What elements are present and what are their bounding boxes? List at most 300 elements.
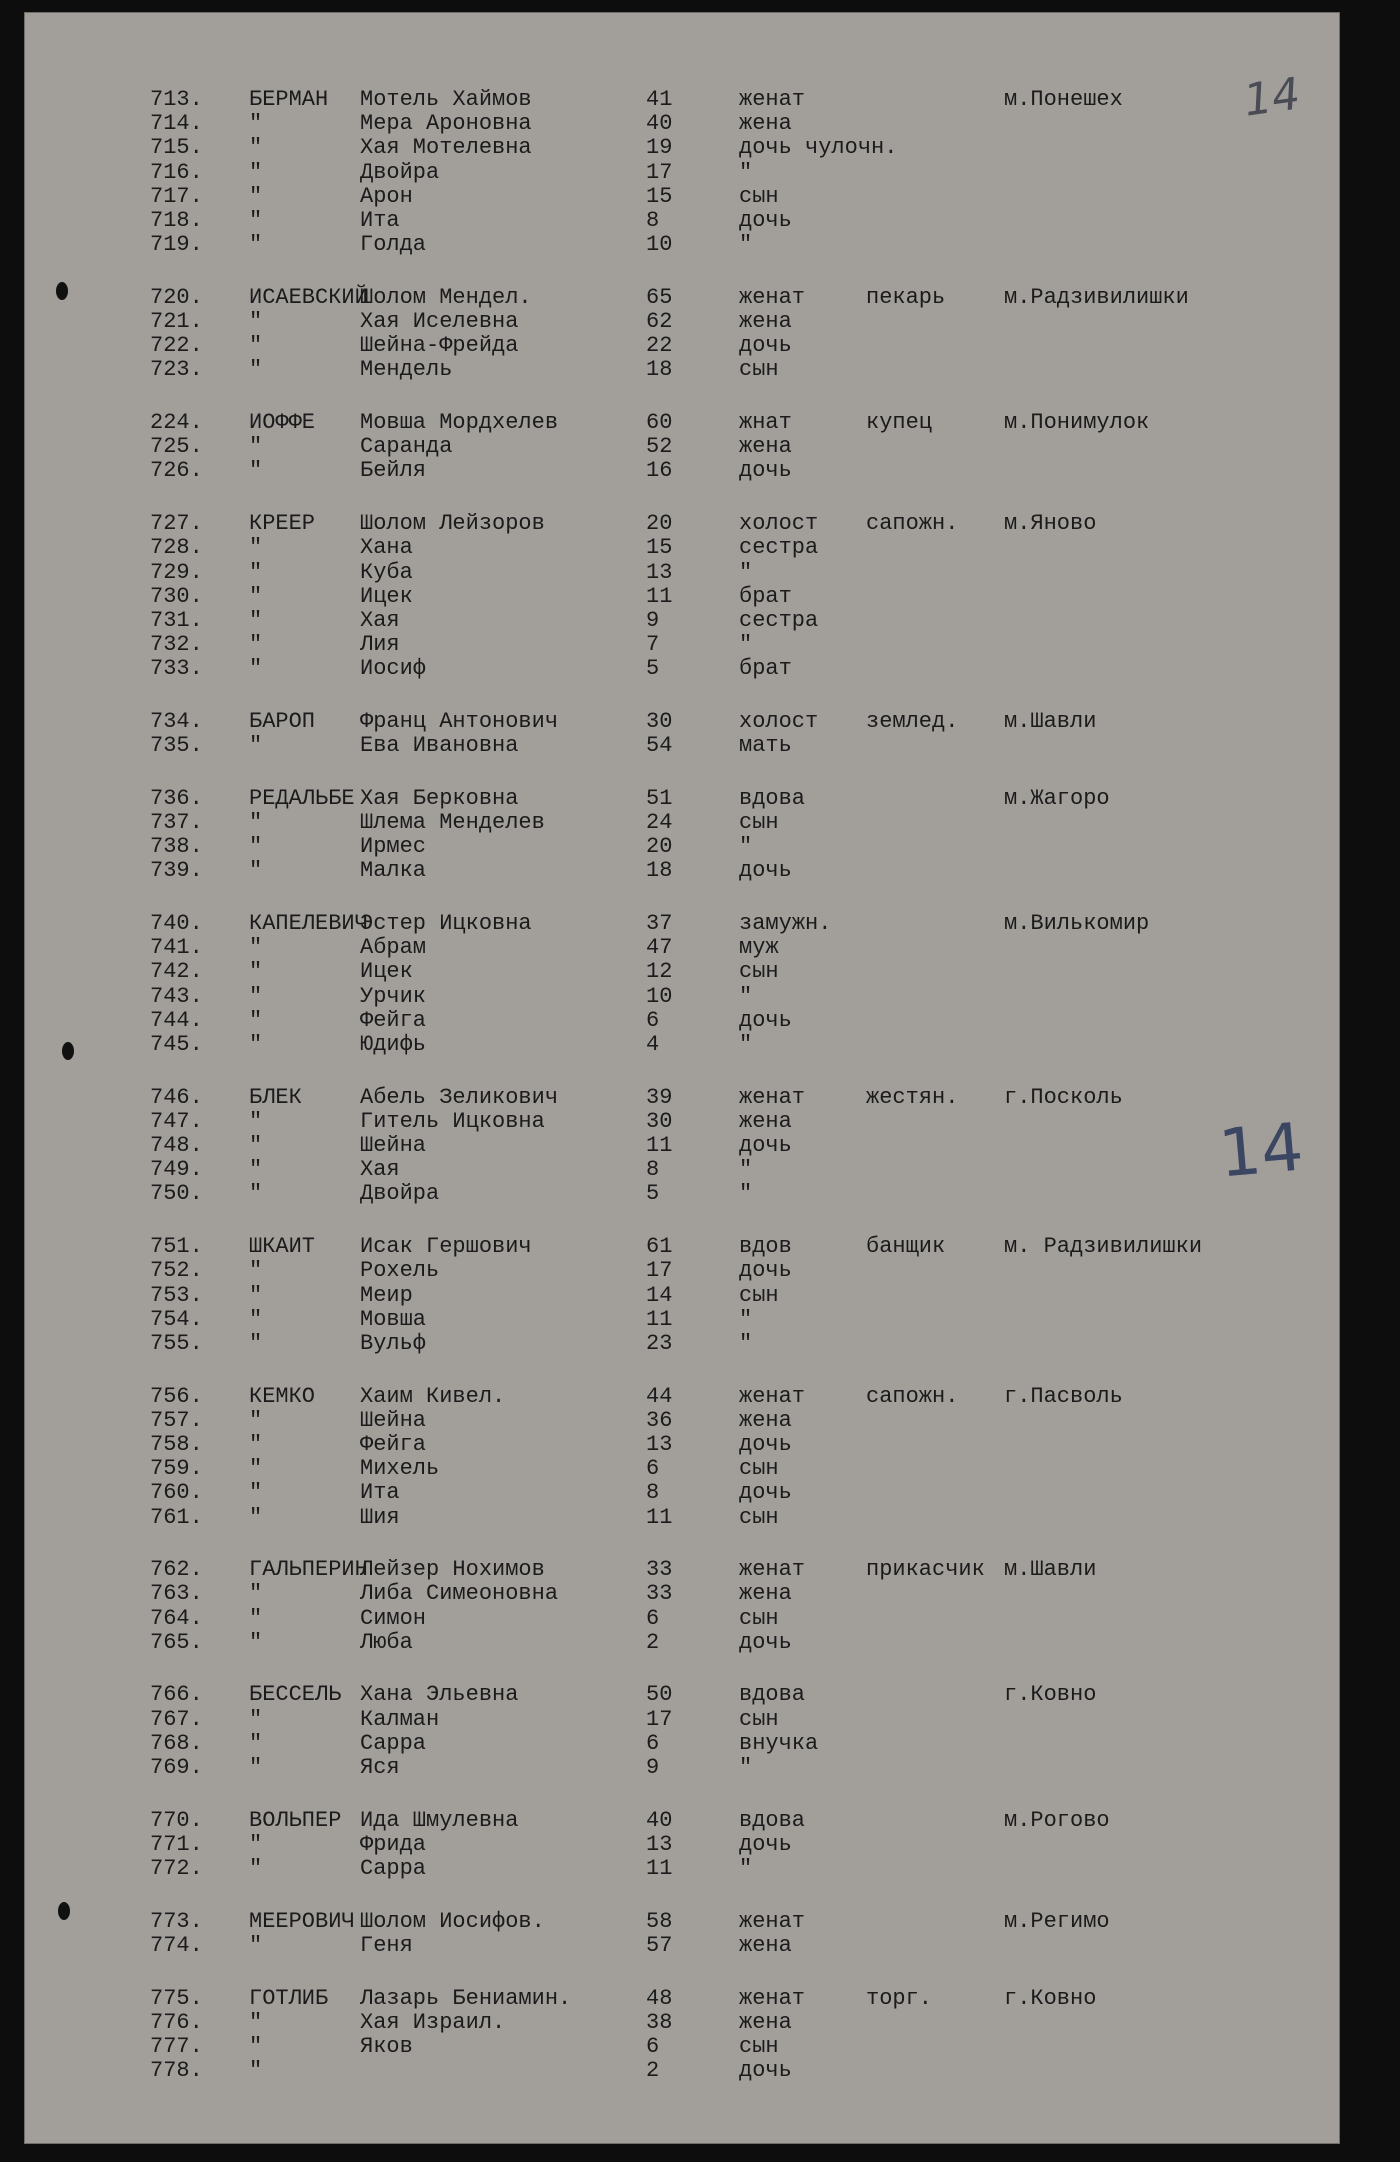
relation: сын	[739, 1706, 779, 1732]
family-group	[24, 286, 1340, 383]
place-of-origin: м.Понешех	[1004, 87, 1123, 112]
register-row	[24, 1910, 1340, 1934]
relation: женат	[739, 1908, 806, 1934]
entry-number: 753.	[150, 1282, 203, 1308]
entry-number: 728.	[150, 535, 203, 561]
surname: "	[249, 458, 263, 484]
register-row	[24, 1110, 1340, 1134]
given-name: Хая Мотелевна	[360, 135, 532, 161]
relation: сын	[739, 810, 779, 835]
age: 18	[646, 858, 673, 884]
entry-number: 727.	[150, 511, 203, 537]
entry-number: 776.	[150, 2009, 203, 2035]
entry-number: 749.	[150, 1157, 203, 1183]
age: 61	[646, 1234, 673, 1260]
relation: дочь	[739, 1831, 792, 1857]
age: 5	[646, 1181, 660, 1207]
entry-number: 748.	[150, 1133, 203, 1159]
relation: сын	[739, 1605, 779, 1631]
entry-number: 757.	[150, 1407, 203, 1433]
age: 13	[646, 559, 673, 585]
surname: "	[249, 1282, 263, 1308]
surname: "	[249, 858, 263, 884]
entry-number: 745.	[150, 1032, 203, 1057]
age: 62	[646, 309, 673, 334]
entry-number: 754.	[150, 1306, 203, 1332]
given-name: Хая Израил.	[360, 2009, 506, 2035]
register-row	[24, 1934, 1340, 1958]
given-name: Голда	[360, 232, 427, 258]
age: 11	[646, 583, 673, 609]
entry-number: 734.	[150, 708, 203, 734]
age: 37	[646, 911, 673, 937]
family-group	[24, 1809, 1340, 1882]
given-name: Куба	[360, 559, 413, 585]
given-name: Сарра	[360, 1856, 427, 1882]
entry-number: 765.	[150, 1629, 203, 1655]
given-name: Хана Эльевна	[360, 1682, 519, 1708]
entry-number: 746.	[150, 1084, 203, 1110]
surname: "	[249, 607, 263, 633]
relation: дочь	[739, 1258, 792, 1284]
given-name: Мовша Мордхелев	[360, 410, 559, 436]
given-name: Ита	[360, 1480, 400, 1506]
relation: замужн.	[739, 911, 832, 937]
surname: "	[249, 1108, 263, 1134]
register-row	[24, 310, 1340, 334]
given-name: Ита	[360, 207, 400, 233]
entry-number: 731.	[150, 607, 203, 633]
surname: "	[249, 1581, 263, 1607]
register-row	[24, 1506, 1340, 1530]
relation: сын	[739, 2034, 779, 2059]
entry-number: 738.	[150, 834, 203, 860]
register-row	[24, 1582, 1340, 1606]
relation: жнат	[739, 410, 792, 436]
given-name: Шлема Менделев	[360, 810, 545, 835]
register-row	[24, 1033, 1340, 1057]
register-row	[24, 1284, 1340, 1308]
register-row	[24, 1134, 1340, 1158]
relation: вдов	[739, 1234, 792, 1260]
relation: "	[739, 1306, 753, 1332]
register-row	[24, 358, 1340, 382]
relation: женат	[739, 1383, 806, 1409]
register-row	[24, 561, 1340, 585]
age: 6	[646, 1007, 660, 1033]
age: 40	[646, 111, 673, 137]
register-row	[24, 1558, 1340, 1582]
age: 19	[646, 135, 673, 161]
entry-number: 744.	[150, 1007, 203, 1033]
entry-number: 772.	[150, 1856, 203, 1882]
age: 6	[646, 1456, 660, 1482]
relation: "	[739, 1032, 753, 1057]
entry-number: 716.	[150, 159, 203, 185]
entry-number: 739.	[150, 858, 203, 884]
surname: ИСАЕВСКИЙ	[249, 284, 368, 310]
age: 11	[646, 1856, 673, 1882]
age: 15	[646, 183, 673, 209]
surname: "	[249, 1007, 263, 1033]
age: 17	[646, 1258, 673, 1284]
entry-number: 733.	[150, 656, 203, 682]
surname: "	[249, 535, 263, 561]
register-row	[24, 657, 1340, 681]
relation: "	[739, 232, 753, 258]
register-row	[24, 936, 1340, 960]
entry-number: 743.	[150, 983, 203, 1009]
given-name: Фейга	[360, 1007, 427, 1033]
occupation: пекарь	[866, 284, 946, 310]
register-row	[24, 512, 1340, 536]
entry-number: 224.	[150, 410, 203, 436]
relation: муж	[739, 935, 779, 961]
place-of-origin: г.Пасволь	[1004, 1383, 1123, 1409]
age: 8	[646, 207, 660, 233]
register-row	[24, 787, 1340, 811]
register-row	[24, 835, 1340, 859]
surname: "	[249, 207, 263, 233]
relation: "	[739, 1157, 753, 1183]
register-row	[24, 1481, 1340, 1505]
surname: "	[249, 1032, 263, 1057]
given-name: Юдифь	[360, 1032, 427, 1057]
entry-number: 737.	[150, 810, 203, 835]
age: 8	[646, 1157, 660, 1183]
relation: сын	[739, 357, 779, 383]
age: 9	[646, 607, 660, 633]
age: 24	[646, 810, 673, 835]
given-name: Шолом Мендел.	[360, 284, 532, 310]
age: 47	[646, 935, 673, 961]
register-row	[24, 2059, 1340, 2083]
register-row	[24, 985, 1340, 1009]
age: 39	[646, 1084, 673, 1110]
surname: "	[249, 1605, 263, 1631]
relation: дочь	[739, 1480, 792, 1506]
entry-number: 775.	[150, 1985, 203, 2011]
relation: дочь	[739, 1431, 792, 1457]
relation: женат	[739, 1084, 806, 1110]
page-number-stamp: 14	[1215, 1108, 1307, 1193]
given-name: Лия	[360, 632, 400, 658]
surname: "	[249, 935, 263, 961]
age: 17	[646, 159, 673, 185]
entry-number: 759.	[150, 1456, 203, 1482]
surname: МЕЕРОВИЧ	[249, 1908, 355, 1934]
entry-number: 758.	[150, 1431, 203, 1457]
register-row	[24, 136, 1340, 160]
entry-number: 732.	[150, 632, 203, 658]
age: 15	[646, 535, 673, 561]
surname: "	[249, 1456, 263, 1482]
age: 11	[646, 1306, 673, 1332]
given-name: Лейзер Нохимов	[360, 1557, 545, 1583]
register-row	[24, 1158, 1340, 1182]
given-name: Двойра	[360, 159, 440, 185]
age: 51	[646, 785, 673, 811]
surname: "	[249, 656, 263, 682]
age: 10	[646, 232, 673, 258]
place-of-origin: г.Ковно	[1004, 1985, 1097, 2011]
age: 12	[646, 959, 673, 985]
age: 8	[646, 1480, 660, 1506]
entry-number: 774.	[150, 1932, 203, 1958]
age: 14	[646, 1282, 673, 1308]
surname: "	[249, 1431, 263, 1457]
relation: "	[739, 159, 753, 185]
family-group	[24, 1086, 1340, 1207]
family-group	[24, 512, 1340, 681]
given-name: Мовша	[360, 1306, 427, 1332]
register-row	[24, 960, 1340, 984]
surname: "	[249, 1629, 263, 1655]
entry-number: 750.	[150, 1181, 203, 1207]
given-name: Арон	[360, 183, 413, 209]
age: 20	[646, 511, 673, 537]
age: 16	[646, 458, 673, 484]
entry-number: 730.	[150, 583, 203, 609]
entry-number: 760.	[150, 1480, 203, 1506]
relation: вдова	[739, 1682, 806, 1708]
occupation: сапожн.	[866, 511, 959, 537]
surname: "	[249, 232, 263, 258]
register-row	[24, 1708, 1340, 1732]
surname: ШКАИТ	[249, 1234, 316, 1260]
relation: дочь чулочн.	[739, 135, 898, 161]
relation: дочь	[739, 1007, 792, 1033]
given-name: Сарра	[360, 1730, 427, 1756]
register-row	[24, 1332, 1340, 1356]
occupation: землед.	[866, 708, 959, 734]
age: 33	[646, 1557, 673, 1583]
relation: "	[739, 1181, 753, 1207]
surname: БЕССЕЛЬ	[249, 1682, 342, 1708]
entry-number: 729.	[150, 559, 203, 585]
relation: жена	[739, 309, 792, 334]
entry-number: 761.	[150, 1504, 203, 1530]
surname: БАРОП	[249, 708, 316, 734]
surname: БЛЕК	[249, 1084, 302, 1110]
surname: "	[249, 1133, 263, 1159]
family-group	[24, 1558, 1340, 1655]
surname: "	[249, 1831, 263, 1857]
given-name: Абель Зеликович	[360, 1084, 559, 1110]
relation: "	[739, 559, 753, 585]
given-name: Ида Шмулевна	[360, 1807, 519, 1833]
register-row	[24, 88, 1340, 112]
given-name: Хаим Кивел.	[360, 1383, 506, 1409]
age: 22	[646, 333, 673, 359]
given-name: Калман	[360, 1706, 440, 1732]
entry-number: 725.	[150, 434, 203, 460]
surname: "	[249, 135, 263, 161]
surname: "	[249, 559, 263, 585]
surname: "	[249, 810, 263, 835]
place-of-origin: г.Посколь	[1004, 1084, 1123, 1110]
relation: вдова	[739, 1807, 806, 1833]
register-row	[24, 1182, 1340, 1206]
family-group	[24, 88, 1340, 257]
register-row	[24, 811, 1340, 835]
given-name: Гитель Ицковна	[360, 1108, 545, 1134]
place-of-origin: м.Яново	[1004, 511, 1097, 537]
given-name: Франц Антонович	[360, 708, 559, 734]
place-of-origin: м. Радзивилишки	[1004, 1234, 1203, 1260]
family-group	[24, 1235, 1340, 1356]
surname: "	[249, 2034, 263, 2059]
register-row	[24, 435, 1340, 459]
surname: "	[249, 959, 263, 985]
surname: "	[249, 1306, 263, 1332]
surname: ГОТЛИБ	[249, 1985, 329, 2011]
relation: сын	[739, 183, 779, 209]
register-list	[24, 88, 1340, 2112]
entry-number: 715.	[150, 135, 203, 161]
place-of-origin: м.Радзивилишки	[1004, 284, 1189, 310]
relation: сестра	[739, 535, 819, 561]
entry-number: 721.	[150, 309, 203, 334]
family-group	[24, 710, 1340, 758]
age: 52	[646, 434, 673, 460]
given-name: Хая	[360, 1157, 400, 1183]
surname: "	[249, 1856, 263, 1882]
occupation: жестян.	[866, 1084, 959, 1110]
entry-number: 771.	[150, 1831, 203, 1857]
given-name: Либа Симеоновна	[360, 1581, 559, 1607]
given-name: Хана	[360, 535, 413, 561]
given-name: Двойра	[360, 1181, 440, 1207]
entry-number: 778.	[150, 2058, 203, 2084]
entry-number: 763.	[150, 1581, 203, 1607]
given-name: Шолом Иосифов.	[360, 1908, 545, 1934]
given-name: Исак Гершович	[360, 1234, 532, 1260]
age: 18	[646, 357, 673, 383]
register-row	[24, 912, 1340, 936]
age: 58	[646, 1908, 673, 1934]
age: 38	[646, 2009, 673, 2035]
relation: дочь	[739, 207, 792, 233]
given-name: Фрида	[360, 1831, 427, 1857]
age: 4	[646, 1032, 660, 1057]
given-name: Вульф	[360, 1330, 427, 1356]
age: 6	[646, 1730, 660, 1756]
relation: внучка	[739, 1730, 819, 1756]
age: 5	[646, 656, 660, 682]
document-sheet	[24, 12, 1340, 2144]
given-name: Симон	[360, 1605, 427, 1631]
place-of-origin: м.Жагоро	[1004, 785, 1110, 811]
register-row	[24, 1631, 1340, 1655]
age: 2	[646, 1629, 660, 1655]
register-row	[24, 1756, 1340, 1780]
register-row	[24, 1809, 1340, 1833]
place-of-origin: м.Понимулок	[1004, 410, 1150, 436]
register-row	[24, 1009, 1340, 1033]
register-row	[24, 1987, 1340, 2011]
relation: мать	[739, 733, 792, 759]
entry-number: 740.	[150, 911, 203, 937]
given-name: Фейга	[360, 1431, 427, 1457]
given-name: Малка	[360, 858, 427, 884]
register-row	[24, 633, 1340, 657]
place-of-origin: м.Шавли	[1004, 1557, 1097, 1583]
register-row	[24, 161, 1340, 185]
age: 65	[646, 284, 673, 310]
given-name: Лазарь Бениамин.	[360, 1985, 572, 2011]
surname: КАПЕЛЕВИЧ	[249, 911, 368, 937]
given-name: Михель	[360, 1456, 440, 1482]
surname: "	[249, 1504, 263, 1530]
entry-number: 714.	[150, 111, 203, 137]
age: 30	[646, 1108, 673, 1134]
relation: жена	[739, 1407, 792, 1433]
relation: дочь	[739, 2058, 792, 2084]
surname: "	[249, 1157, 263, 1183]
family-group	[24, 1987, 1340, 2084]
given-name: Шейна-Фрейда	[360, 333, 519, 359]
register-row	[24, 1308, 1340, 1332]
age: 60	[646, 410, 673, 436]
place-of-origin: г.Ковно	[1004, 1682, 1097, 1708]
register-row	[24, 1457, 1340, 1481]
entry-number: 777.	[150, 2034, 203, 2059]
register-row	[24, 112, 1340, 136]
entry-number: 736.	[150, 785, 203, 811]
place-of-origin: м.Вилькомир	[1004, 911, 1150, 937]
entry-number: 741.	[150, 935, 203, 961]
entry-number: 735.	[150, 733, 203, 759]
place-of-origin: м.Шавли	[1004, 708, 1097, 734]
given-name: Бейля	[360, 458, 427, 484]
given-name: Мендель	[360, 357, 453, 383]
age: 2	[646, 2058, 660, 2084]
relation: дочь	[739, 458, 792, 484]
relation: холост	[739, 708, 819, 734]
relation: жена	[739, 111, 792, 137]
register-row	[24, 859, 1340, 883]
surname: "	[249, 2009, 263, 2035]
register-row	[24, 1259, 1340, 1283]
relation: сын	[739, 959, 779, 985]
relation: женат	[739, 284, 806, 310]
entry-number: 742.	[150, 959, 203, 985]
occupation: сапожн.	[866, 1383, 959, 1409]
occupation: купец	[866, 410, 933, 436]
age: 48	[646, 1985, 673, 2011]
surname: "	[249, 2058, 263, 2084]
age: 9	[646, 1755, 660, 1780]
relation: дочь	[739, 333, 792, 359]
register-row	[24, 710, 1340, 734]
given-name: Геня	[360, 1932, 413, 1958]
family-group	[24, 912, 1340, 1057]
relation: "	[739, 632, 753, 658]
surname: "	[249, 1407, 263, 1433]
given-name: Ирмес	[360, 834, 427, 860]
surname: "	[249, 1181, 263, 1207]
age: 44	[646, 1383, 673, 1409]
register-row	[24, 1433, 1340, 1457]
entry-number: 770.	[150, 1807, 203, 1833]
register-row	[24, 2035, 1340, 2059]
register-row	[24, 286, 1340, 310]
relation: холост	[739, 511, 819, 537]
given-name: Хая Иселевна	[360, 309, 519, 334]
entry-number: 755.	[150, 1330, 203, 1356]
given-name: Меир	[360, 1282, 413, 1308]
